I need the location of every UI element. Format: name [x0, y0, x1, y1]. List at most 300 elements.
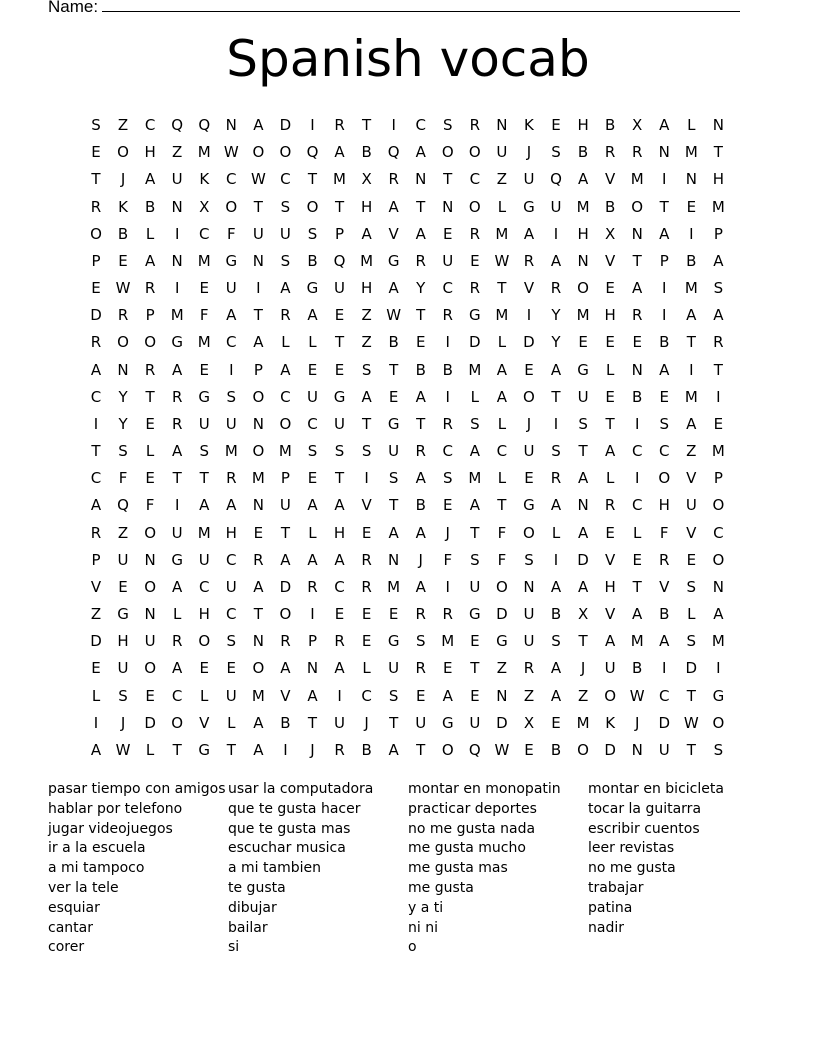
grid-letter: N	[523, 577, 535, 596]
grid-letter: A	[388, 197, 399, 216]
grid-letter: B	[388, 333, 399, 352]
grid-letter: C	[144, 116, 156, 134]
word-bank-item: practicar deportes	[408, 800, 537, 817]
grid-letter: M	[495, 306, 509, 325]
grid-letter: B	[577, 143, 589, 162]
grid-letter: U	[225, 414, 237, 433]
grid-letter: P	[307, 632, 317, 651]
grid-letter: A	[686, 306, 697, 325]
grid-letter: R	[415, 442, 426, 461]
grid-letter: W	[494, 251, 510, 270]
grid-letter: A	[577, 170, 589, 189]
grid-letter: A	[172, 442, 183, 461]
grid-letter: R	[253, 550, 264, 569]
grid-letter: W	[115, 279, 131, 298]
grid-letter: J	[364, 713, 369, 732]
grid-letter: U	[523, 632, 535, 651]
grid-letter: A	[496, 387, 508, 406]
grid-letter: I	[310, 116, 315, 134]
grid-letter: U	[117, 550, 129, 569]
grid-letter: E	[334, 360, 345, 379]
grid-letter: V	[90, 577, 102, 596]
grid-letter: A	[253, 333, 264, 352]
grid-letter: S	[443, 116, 453, 134]
grid-letter: E	[145, 414, 155, 433]
grid-letter: N	[577, 251, 589, 270]
grid-letter: E	[334, 605, 345, 624]
grid-letter: L	[497, 197, 507, 216]
grid-letter: T	[334, 469, 345, 488]
grid-letter: E	[388, 605, 399, 624]
grid-letter: N	[388, 550, 400, 569]
grid-letter: G	[712, 686, 725, 705]
grid-letter: P	[91, 550, 101, 569]
grid-letter: T	[253, 306, 263, 325]
grid-letter: K	[524, 116, 534, 134]
grid-letter: E	[686, 197, 697, 216]
grid-letter: X	[604, 224, 616, 243]
grid-letter: L	[633, 523, 642, 542]
word-bank-item: tocar la guitarra	[588, 800, 702, 817]
grid-letter: L	[145, 740, 155, 759]
grid-letter: O	[712, 713, 725, 732]
grid-letter: C	[361, 686, 372, 705]
grid-letter: V	[523, 279, 535, 298]
grid-letter: S	[686, 632, 697, 651]
grid-letter: I	[93, 414, 99, 433]
grid-letter: G	[523, 197, 535, 216]
grid-letter: S	[334, 442, 345, 461]
grid-letter: T	[713, 360, 723, 379]
grid-letter: D	[496, 605, 508, 624]
grid-letter: M	[251, 469, 265, 488]
grid-letter: A	[713, 306, 724, 325]
grid-letter: Q	[333, 251, 346, 270]
grid-letter: F	[497, 550, 507, 569]
grid-letter: U	[198, 550, 210, 569]
grid-letter: U	[225, 686, 237, 705]
grid-letter: V	[361, 496, 372, 515]
grid-letter: E	[713, 414, 724, 433]
grid-letter: S	[686, 577, 697, 596]
grid-letter: I	[634, 414, 640, 433]
word-bank-item: esquiar	[48, 899, 100, 916]
grid-letter: H	[604, 577, 616, 596]
grid-letter: A	[550, 251, 562, 270]
grid-letter: D	[90, 632, 102, 651]
grid-letter: T	[470, 659, 480, 678]
grid-letter: O	[604, 686, 617, 705]
grid-letter: I	[256, 279, 261, 298]
grid-letter: J	[310, 740, 315, 759]
grid-letter: N	[171, 251, 183, 270]
grid-letter: Z	[117, 116, 129, 134]
grid-letter: V	[604, 605, 616, 624]
grid-letter: R	[361, 577, 372, 596]
grid-letter: E	[253, 523, 264, 542]
grid-letter: R	[226, 469, 237, 488]
grid-letter: O	[712, 496, 725, 515]
word-bank-item: trabajar	[588, 879, 644, 896]
grid-letter: A	[144, 251, 156, 270]
grid-letter: R	[659, 550, 670, 569]
grid-letter: M	[630, 170, 644, 189]
grid-letter: U	[388, 659, 400, 678]
grid-letter: T	[443, 170, 453, 189]
word-bank-item: que te gusta mas	[228, 820, 351, 837]
grid-letter: M	[251, 686, 265, 705]
grid-letter: L	[497, 333, 507, 352]
grid-letter: E	[388, 387, 399, 406]
grid-letter: A	[523, 224, 535, 243]
grid-letter: M	[576, 197, 590, 216]
grid-letter: T	[497, 496, 507, 515]
grid-letter: P	[335, 224, 345, 243]
grid-letter: I	[445, 577, 450, 596]
grid-letter: A	[172, 577, 183, 596]
grid-letter: U	[306, 387, 318, 406]
grid-letter: G	[469, 605, 481, 624]
grid-letter: C	[631, 496, 643, 515]
grid-letter: S	[118, 442, 128, 461]
grid-letter: T	[686, 686, 696, 705]
grid-letter: A	[307, 306, 318, 325]
grid-letter: H	[333, 523, 346, 542]
grid-letter: I	[662, 279, 667, 298]
grid-letter: A	[469, 496, 480, 515]
grid-letter: O	[441, 740, 454, 759]
grid-letter: O	[144, 659, 157, 678]
word-bank-item: bailar	[228, 919, 268, 936]
grid-letter: A	[577, 469, 589, 488]
grid-letter: E	[91, 659, 101, 678]
grid-letter: E	[307, 469, 318, 488]
grid-letter: O	[468, 197, 481, 216]
grid-letter: L	[172, 605, 182, 624]
grid-letter: E	[443, 224, 453, 243]
grid-letter: D	[685, 659, 698, 678]
grid-letter: T	[91, 170, 101, 189]
grid-letter: L	[227, 713, 236, 732]
grid-letter: E	[91, 279, 101, 298]
grid-letter: R	[171, 632, 183, 651]
grid-letter: N	[225, 116, 237, 134]
grid-letter: I	[283, 740, 288, 759]
grid-letter: E	[551, 116, 561, 134]
grid-letter: U	[388, 442, 400, 461]
grid-letter: C	[226, 550, 237, 569]
grid-letter: M	[224, 442, 238, 461]
grid-letter: R	[144, 279, 156, 298]
grid-letter: S	[307, 224, 318, 243]
grid-letter: S	[713, 279, 724, 298]
grid-letter: O	[495, 577, 508, 596]
grid-letter: B	[659, 333, 670, 352]
grid-letter: O	[252, 387, 265, 406]
grid-letter: T	[686, 333, 696, 352]
grid-letter: N	[144, 605, 156, 624]
grid-letter: T	[334, 197, 345, 216]
grid-letter: S	[361, 360, 372, 379]
grid-letter: R	[334, 740, 345, 759]
word-bank-item: no me gusta	[588, 860, 676, 877]
grid-letter: U	[334, 713, 346, 732]
grid-letter: O	[523, 523, 535, 542]
grid-letter: L	[91, 686, 101, 705]
grid-letter: G	[523, 496, 535, 515]
grid-letter: R	[144, 360, 156, 379]
grid-letter: U	[469, 713, 481, 732]
grid-letter: C	[307, 414, 318, 433]
grid-letter: S	[578, 414, 588, 433]
grid-letter: H	[144, 143, 156, 162]
grid-letter: O	[252, 143, 265, 162]
grid-letter: Y	[551, 333, 561, 352]
grid-letter: H	[712, 170, 725, 189]
grid-letter: A	[604, 442, 616, 461]
grid-letter: G	[441, 713, 454, 732]
grid-letter: P	[91, 251, 101, 270]
grid-letter: O	[658, 469, 671, 488]
grid-letter: A	[415, 469, 426, 488]
grid-letter: S	[388, 469, 399, 488]
grid-letter: K	[199, 170, 210, 189]
grid-letter: H	[360, 197, 373, 216]
grid-letter: Z	[686, 442, 697, 461]
grid-letter: F	[118, 469, 128, 488]
grid-letter: I	[716, 387, 721, 406]
grid-letter: E	[605, 387, 615, 406]
grid-letter: B	[144, 197, 156, 216]
grid-letter: A	[577, 577, 589, 596]
grid-letter: U	[442, 251, 454, 270]
grid-letter: E	[361, 605, 372, 624]
grid-letter: R	[361, 550, 372, 569]
grid-letter: A	[415, 224, 426, 243]
grid-letter: Z	[172, 143, 183, 162]
grid-letter: S	[470, 414, 480, 433]
grid-letter: N	[415, 170, 427, 189]
grid-letter: B	[604, 116, 616, 134]
grid-letter: I	[445, 387, 450, 406]
grid-letter: E	[415, 686, 426, 705]
grid-letter: L	[281, 333, 290, 352]
grid-letter: S	[551, 632, 561, 651]
grid-letter: E	[361, 523, 372, 542]
grid-letter: G	[117, 605, 129, 624]
grid-letter: O	[577, 740, 589, 759]
grid-letter: T	[632, 251, 642, 270]
grid-letter: E	[118, 251, 128, 270]
grid-letter: C	[469, 170, 481, 189]
grid-letter: A	[388, 740, 399, 759]
grid-letter: D	[523, 333, 535, 352]
grid-letter: D	[144, 713, 156, 732]
grid-letter: U	[117, 659, 129, 678]
grid-letter: F	[199, 306, 209, 325]
grid-letter: J	[445, 523, 450, 542]
grid-letter: T	[362, 116, 372, 134]
grid-letter: R	[117, 306, 129, 325]
grid-letter: O	[144, 523, 157, 542]
grid-letter: U	[577, 387, 589, 406]
grid-letter: U	[171, 170, 183, 189]
grid-letter: N	[442, 197, 454, 216]
grid-letter: S	[226, 632, 237, 651]
grid-letter: S	[361, 442, 372, 461]
grid-letter: I	[662, 659, 667, 678]
grid-letter: N	[306, 659, 319, 678]
grid-letter: T	[307, 170, 318, 189]
word-bank-item: ir a la escuela	[48, 840, 146, 857]
grid-letter: E	[470, 686, 480, 705]
grid-letter: O	[171, 713, 184, 732]
grid-letter: M	[360, 251, 374, 270]
grid-letter: A	[253, 740, 264, 759]
grid-letter: I	[689, 360, 694, 379]
grid-letter: C	[631, 442, 643, 461]
grid-letter: A	[253, 577, 264, 596]
grid-letter: W	[494, 740, 510, 759]
grid-letter: K	[605, 713, 616, 732]
grid-letter: O	[279, 143, 292, 162]
grid-letter: B	[361, 143, 372, 162]
grid-letter: C	[415, 116, 426, 134]
grid-letter: C	[659, 442, 670, 461]
grid-letter: P	[659, 251, 669, 270]
grid-letter: B	[550, 605, 562, 624]
grid-letter: L	[470, 387, 479, 406]
grid-letter: G	[387, 251, 400, 270]
grid-letter: T	[416, 414, 426, 433]
grid-letter: I	[662, 170, 667, 189]
word-bank-item: escuchar musica	[228, 840, 346, 857]
grid-letter: A	[659, 632, 670, 651]
grid-letter: E	[524, 360, 534, 379]
word-bank-item: que te gusta hacer	[228, 800, 361, 817]
grid-letter: A	[577, 523, 589, 542]
word-bank-item: ver la tele	[48, 879, 119, 896]
grid-letter: H	[604, 306, 616, 325]
grid-letter: S	[226, 387, 237, 406]
grid-letter: L	[605, 360, 615, 379]
grid-letter: A	[307, 496, 318, 515]
grid-letter: E	[632, 333, 642, 352]
grid-letter: L	[362, 659, 371, 678]
grid-letter: J	[120, 713, 126, 732]
grid-letter: U	[415, 713, 427, 732]
grid-letter: T	[145, 387, 155, 406]
grid-letter: B	[632, 387, 643, 406]
grid-letter: R	[388, 170, 399, 189]
grid-letter: T	[389, 360, 399, 379]
grid-letter: L	[687, 605, 696, 624]
grid-letter: N	[712, 577, 724, 596]
grid-letter: R	[415, 251, 426, 270]
grid-letter: A	[388, 279, 399, 298]
grid-letter: N	[577, 496, 589, 515]
grid-letter: T	[307, 713, 318, 732]
grid-letter: G	[496, 632, 508, 651]
grid-letter: U	[279, 224, 291, 243]
grid-letter: A	[90, 740, 102, 759]
grid-letter: M	[278, 442, 292, 461]
grid-letter: O	[468, 143, 481, 162]
grid-letter: I	[337, 686, 342, 705]
grid-letter: T	[470, 523, 480, 542]
grid-letter: T	[362, 414, 372, 433]
grid-letter: W	[386, 306, 402, 325]
grid-letter: Q	[550, 170, 562, 189]
grid-letter: M	[333, 170, 346, 189]
grid-letter: R	[523, 251, 535, 270]
grid-letter: V	[604, 550, 616, 569]
grid-letter: A	[659, 360, 670, 379]
grid-letter: U	[225, 577, 237, 596]
grid-letter: V	[686, 523, 697, 542]
grid-letter: C	[90, 469, 102, 488]
grid-letter: U	[198, 414, 210, 433]
word-bank-item: dibujar	[228, 899, 277, 916]
grid-letter: T	[253, 197, 263, 216]
grid-letter: M	[197, 523, 211, 542]
grid-letter: O	[306, 197, 319, 216]
grid-letter: F	[659, 523, 669, 542]
grid-letter: E	[632, 550, 642, 569]
grid-letter: Y	[118, 387, 128, 406]
grid-letter: G	[171, 550, 183, 569]
grid-letter: T	[659, 197, 669, 216]
grid-letter: B	[686, 251, 697, 270]
grid-letter: O	[252, 659, 265, 678]
grid-letter: R	[171, 414, 183, 433]
grid-letter: A	[361, 387, 372, 406]
grid-letter: X	[632, 116, 643, 134]
word-bank-item: si	[228, 939, 240, 956]
grid-letter: T	[713, 143, 723, 162]
word-bank-item: escribir cuentos	[588, 820, 700, 837]
grid-letter: T	[334, 333, 345, 352]
grid-letter: R	[334, 632, 345, 651]
grid-letter: M	[576, 713, 590, 732]
grid-letter: E	[118, 577, 128, 596]
grid-letter: V	[604, 170, 616, 189]
grid-letter: E	[415, 333, 426, 352]
grid-letter: I	[716, 659, 721, 678]
grid-letter: R	[604, 143, 616, 162]
grid-letter: R	[442, 306, 453, 325]
grid-letter: A	[388, 523, 399, 542]
grid-letter: N	[631, 740, 643, 759]
word-bank-item: te gusta	[228, 879, 286, 896]
grid-letter: A	[686, 414, 697, 433]
grid-letter: M	[711, 197, 725, 216]
grid-letter: P	[145, 306, 155, 325]
grid-letter: H	[198, 605, 210, 624]
grid-letter: Q	[117, 496, 129, 515]
grid-letter: L	[308, 523, 317, 542]
grid-letter: N	[252, 251, 264, 270]
grid-letter: D	[90, 306, 102, 325]
grid-letter: X	[199, 197, 210, 216]
grid-letter: Z	[577, 686, 589, 705]
grid-letter: B	[659, 605, 670, 624]
grid-letter: S	[443, 469, 453, 488]
grid-letter: H	[225, 523, 237, 542]
grid-letter: T	[416, 197, 426, 216]
grid-letter: S	[415, 632, 426, 651]
grid-letter: R	[280, 632, 291, 651]
